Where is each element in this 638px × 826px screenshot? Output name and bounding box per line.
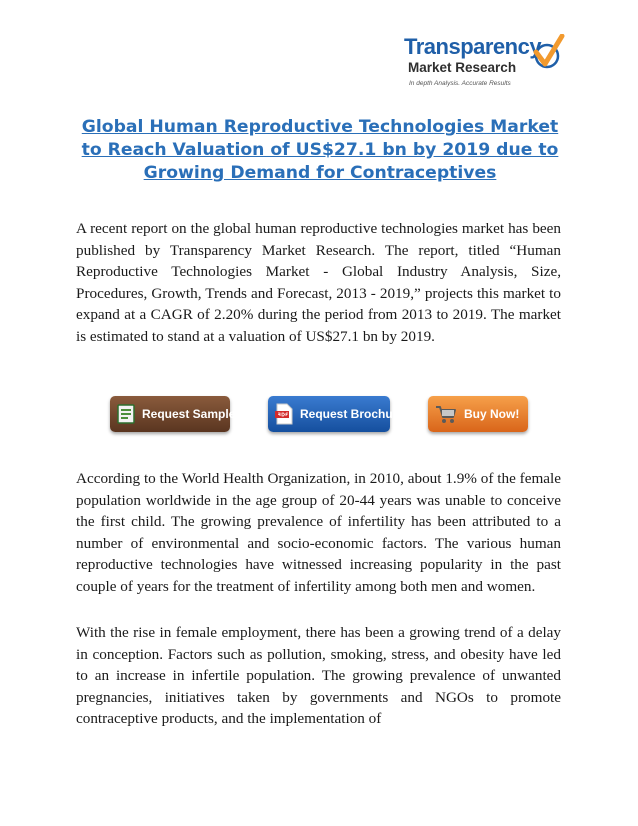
company-logo (400, 34, 590, 96)
document-icon (116, 402, 136, 426)
request-sample-button[interactable] (110, 396, 236, 432)
buy-now-label: Buy Now! (464, 407, 520, 421)
request-sample-label: Request Sample (142, 407, 236, 421)
buy-now-button[interactable] (428, 396, 528, 432)
who-statistics-paragraph: According to the World Health Organization, in 2010, about 1.9% of the female population worldwide in the age group of 20-44 years was unable to conceive the first child. The growing prevalence of infertility has been attributed to a number of environmental and socio-economic factors. The various human reproductive technologies have witnessed increasing popularity in the past couple of years for the treatment of infertility among both men and women. (76, 470, 561, 595)
logo-name-line2: Market Research (408, 60, 517, 75)
request-brochure-label: Request Brochure (300, 407, 405, 421)
intro-paragraph: A recent report on the global human reproductive technologies market has been published by Transparency Market Research. The report, titled “Human Reproductive Technologies Market - Global Industry Analysis, Size, Procedures, Growth, Trends and Forecast, 2013 - 2019,” projects this market to expand at a CAGR of 2.20% during the period from 2013 to 2019. The market is estimated to stand at a valuation of US$27.1 bn by 2019. (76, 220, 561, 345)
request-brochure-button[interactable] (268, 396, 405, 432)
logo-name-line1: Transparency (404, 34, 542, 59)
cart-icon (434, 402, 458, 426)
female-employment-paragraph: With the rise in female employment, there has been a growing trend of a delay in conception. Factors such as pollution, smoking, stress, and obesity have led to an increase in infertile population. The growing prevalence of unwanted pregnancies, initiatives taken by governments and NGOs to promote contraceptive products, and the implementation of (76, 624, 561, 727)
checkmark-globe-icon (530, 34, 566, 74)
logo-tagline: In depth Analysis. Accurate Results (409, 80, 511, 87)
pdf-icon (274, 402, 294, 426)
page-title: Global Human Reproductive Technologies Market to Reach Valuation of US$27.1 bn by 2019 due to Growing Demand for Contraceptives (81, 117, 559, 183)
